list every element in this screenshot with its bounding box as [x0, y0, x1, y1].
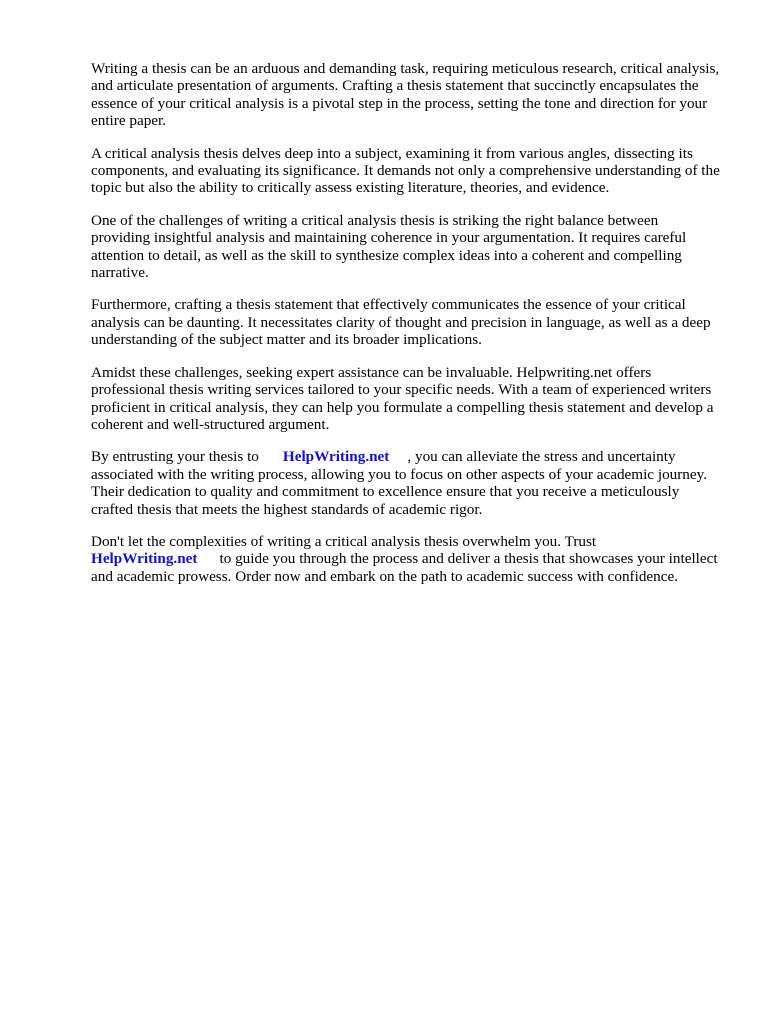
paragraph-3: One of the challenges of writing a critical analysis thesis is striking the right balance between providing insightful analysis and maintaining coherence in your argumentation. It requires careful attention to detail, as well as the skill to synthesize complex ideas into a coherent and compelling narrative.: [91, 211, 687, 282]
paragraph-7-text-before: Don't let the complexities of writing a critical analysis thesis overwhelm you. Trust: [91, 532, 597, 550]
helpwriting-link-1[interactable]: HelpWriting.net: [282, 448, 390, 466]
paragraph-2: A critical analysis thesis delves deep into a subject, examining it from various angles, dissecting its components, and evaluating its significance. It demands not only a comprehensive understanding of the topic but also the ability to critically assess existing literature, theories, and evidence.: [91, 144, 720, 197]
paragraph-7-text-after: to guide you through the process and deliver a thesis that showcases your intellect and academic prowess. Order now and embark on the path to academic success with confidence.: [91, 550, 718, 585]
document-body: [91, 60, 721, 600]
paragraph-1: Writing a thesis can be an arduous and demanding task, requiring meticulous research, critical analysis, and articulate presentation of arguments. Crafting a thesis statement that succinctly encapsulates the essence of your critical analysis is a pivotal step in the process, setting the tone and direction for your entire paper.: [91, 60, 720, 130]
paragraph-7: [91, 533, 721, 585]
paragraph-4: Furthermore, crafting a thesis statement that effectively communicates the essence of your critical analysis can be daunting. It necessitates clarity of thought and precision in language, as well as a deep understanding of the subject matter and its broader implications.: [91, 296, 711, 349]
paragraph-6: [91, 448, 721, 518]
paragraph-6-text-before: By entrusting your thesis to: [91, 448, 259, 466]
paragraph-5: Amidst these challenges, seeking expert assistance can be invaluable. Helpwriting.net offers professional thesis writing services tailored to your specific needs. With a team of experienced writers proficient in critical analysis, they can help you formulate a compelling thesis statement and develop a coherent and well-structured argument.: [91, 363, 714, 433]
paragraph-6-text-after: , you can alleviate the stress and uncertainty associated with the writing process, allowing you to focus on other aspects of your academic journey. Their dedication to quality and commitment to excellence ensure that you receive a meticulously crafted thesis that meets the highest standards of academic rigor.: [91, 448, 708, 518]
helpwriting-link-2[interactable]: HelpWriting.net: [91, 550, 198, 568]
